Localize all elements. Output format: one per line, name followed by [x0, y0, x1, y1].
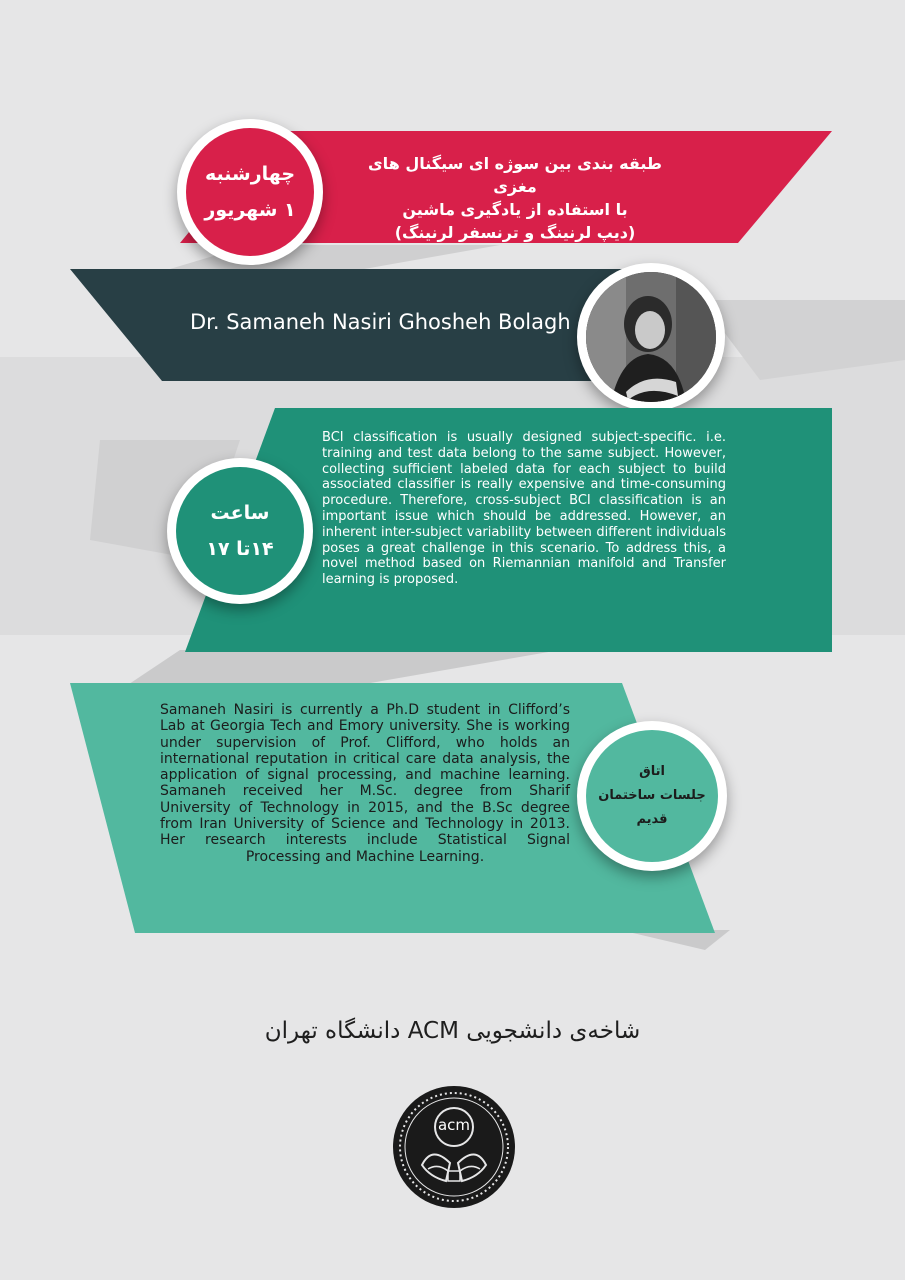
- talk-title-line-2: با استفاده از یادگیری ماشین: [402, 200, 628, 219]
- event-day: چهارشنبه: [204, 163, 296, 185]
- location-line-1: اتاق: [639, 764, 665, 779]
- location-line-3: قدیم: [636, 812, 668, 827]
- time-label: ساعت: [210, 502, 270, 524]
- acm-logo-text: acm: [437, 1116, 471, 1134]
- talk-title-line-3: (دیپ لرنینگ و ترنسفر لرنینگ): [394, 223, 636, 242]
- acm-logo: [392, 1085, 516, 1209]
- talk-title-line-1: طبقه بندی بین سوژه ای سیگنال های مغزی: [368, 154, 662, 196]
- acm-seal-icon: [392, 1085, 516, 1209]
- abstract-text: BCI classification is usually designed subject-specific. i.e. training and test data belong to the same subject. However, collecting sufficient labeled data for each subject to build associated classifier is really expensive and time-consuming procedure. Therefore, cross-subject BCI classification is an important issue which should be addressed. However, an inherent inter-subject variability between different individuals poses a great challenge in this scenario. To address this, a novel method based on Riemannian manifold and Transfer learning is proposed.: [322, 430, 726, 588]
- organizer-text: شاخه‌ی دانشجویی ACM دانشگاه تهران: [264, 1018, 641, 1044]
- location-circle: [577, 721, 727, 871]
- event-date: ۱ شهریور: [204, 199, 296, 221]
- speaker-bio: Samaneh Nasiri is currently a Ph.D student in Clifford’s Lab at Georgia Tech and Emory university. She is working under supervision of Prof. Clifford, who holds an international reputation in critical care data analysis, the application of signal processing, and machine learning. Samaneh received her M.Sc. degree from Sharif University of Technology in 2015, and the B.Sc degree from Iran University of Science and Technology in 2013. Her research interests include Statistical Signal Processing and Machine Learning.: [160, 702, 570, 865]
- location-line-2: جلسات ساختمان: [598, 788, 706, 803]
- speaker-name: Dr. Samaneh Nasiri Ghosheh Bolagh: [190, 310, 571, 334]
- time-value: ۱۴تا ۱۷: [206, 538, 274, 560]
